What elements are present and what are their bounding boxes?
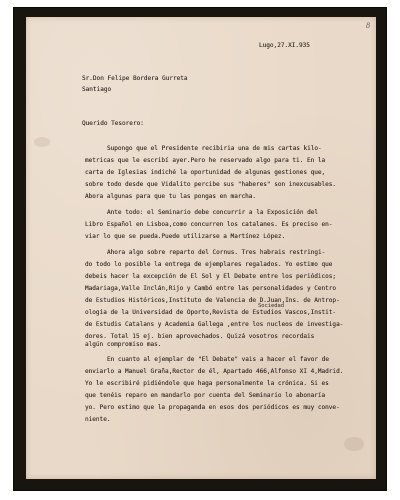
body-line: Madariaga,Valle Inclán,Rijo y Cambó entre las personalidades y Centro bbox=[85, 285, 337, 292]
body-line: Yo le escribiré pidiéndole que haga personalmente la crónica. Si es bbox=[85, 380, 329, 387]
body-line: Ante todo: el Seminario debe concurrir a la Exposición del bbox=[107, 209, 319, 216]
salutation: Querido Tesorero: bbox=[82, 120, 144, 127]
body-line: niente. bbox=[85, 416, 111, 423]
recipient-name: Sr.Don Felipe Bordera Gurreta bbox=[82, 75, 188, 82]
letter-date: Lugo,27.XI.935 bbox=[259, 42, 310, 49]
recipient-city: Santiago bbox=[82, 86, 112, 93]
body-line: sobre todo desde que Vidalito percibe sus "haberes" son inexcusables. bbox=[85, 181, 337, 188]
body-line: de Estudios Históricos,Instituto de Valencia de D.Juan,Ins. de Antrop- bbox=[85, 297, 340, 304]
body-line: do todo lo posible la entrega de ejemplares regalados. Yo estimo que bbox=[85, 261, 333, 268]
body-line: carta de Iglesias indiché la oportunidad de algunas gestiones que, bbox=[85, 169, 326, 176]
body-line: que tenéis reparo en mandarlo por cuenta del Seminario lo abonaría bbox=[85, 392, 326, 399]
body-line: Abora algunas para que tu las pongas en marcha. bbox=[85, 193, 257, 200]
body-line: Ahora algo sobre reparto del Cornus. Tres habrais restringi- bbox=[107, 249, 326, 256]
body-line: enviarlo a Manuel Graña,Rector de él, Apartado 466,Alfonso XI 4,Madrid. bbox=[85, 368, 344, 375]
letter-page bbox=[26, 17, 376, 479]
body-line: debeis hacer la excepción de El Sol y El Debate entre los periódicos; bbox=[85, 273, 337, 280]
body-line: Libro Español en Lisboa,como concurren los catalanes. Es preciso en- bbox=[85, 221, 333, 228]
body-line: yo. Pero estimo que la propaganda en esos dos periódicos es muy conve- bbox=[85, 404, 340, 411]
body-line: viar lo que se pueda.Puede utilizarse a Martínez López. bbox=[85, 233, 286, 240]
body-line: dores. Total 15 ej. bien aprovechados. Quizá vosotros recordais bbox=[85, 333, 315, 340]
paper-stain bbox=[34, 137, 50, 147]
body-line: Supongo que el Presidente recibiria una de mis cartas kilo- bbox=[107, 145, 322, 152]
page-number: 8 bbox=[366, 21, 370, 30]
body-line: algún compromiso mas. bbox=[85, 341, 162, 348]
body-line: En cuanto al ejemplar de "El Debate" vais a hacer el favor de bbox=[107, 356, 329, 363]
body-line: ología de la Universidad de Oporto,Revista de Estudios Vascos,Instit- bbox=[85, 309, 337, 316]
handwritten-insertion: Sociedad bbox=[258, 303, 284, 309]
body-line: metricas que le escribí ayer.Pero he reservado algo para ti. En la bbox=[85, 157, 326, 164]
body-line: de Estudis Catalans y Academia Gallega ,entre los nucleos de investiga- bbox=[85, 321, 344, 328]
paper-stain bbox=[344, 437, 364, 451]
